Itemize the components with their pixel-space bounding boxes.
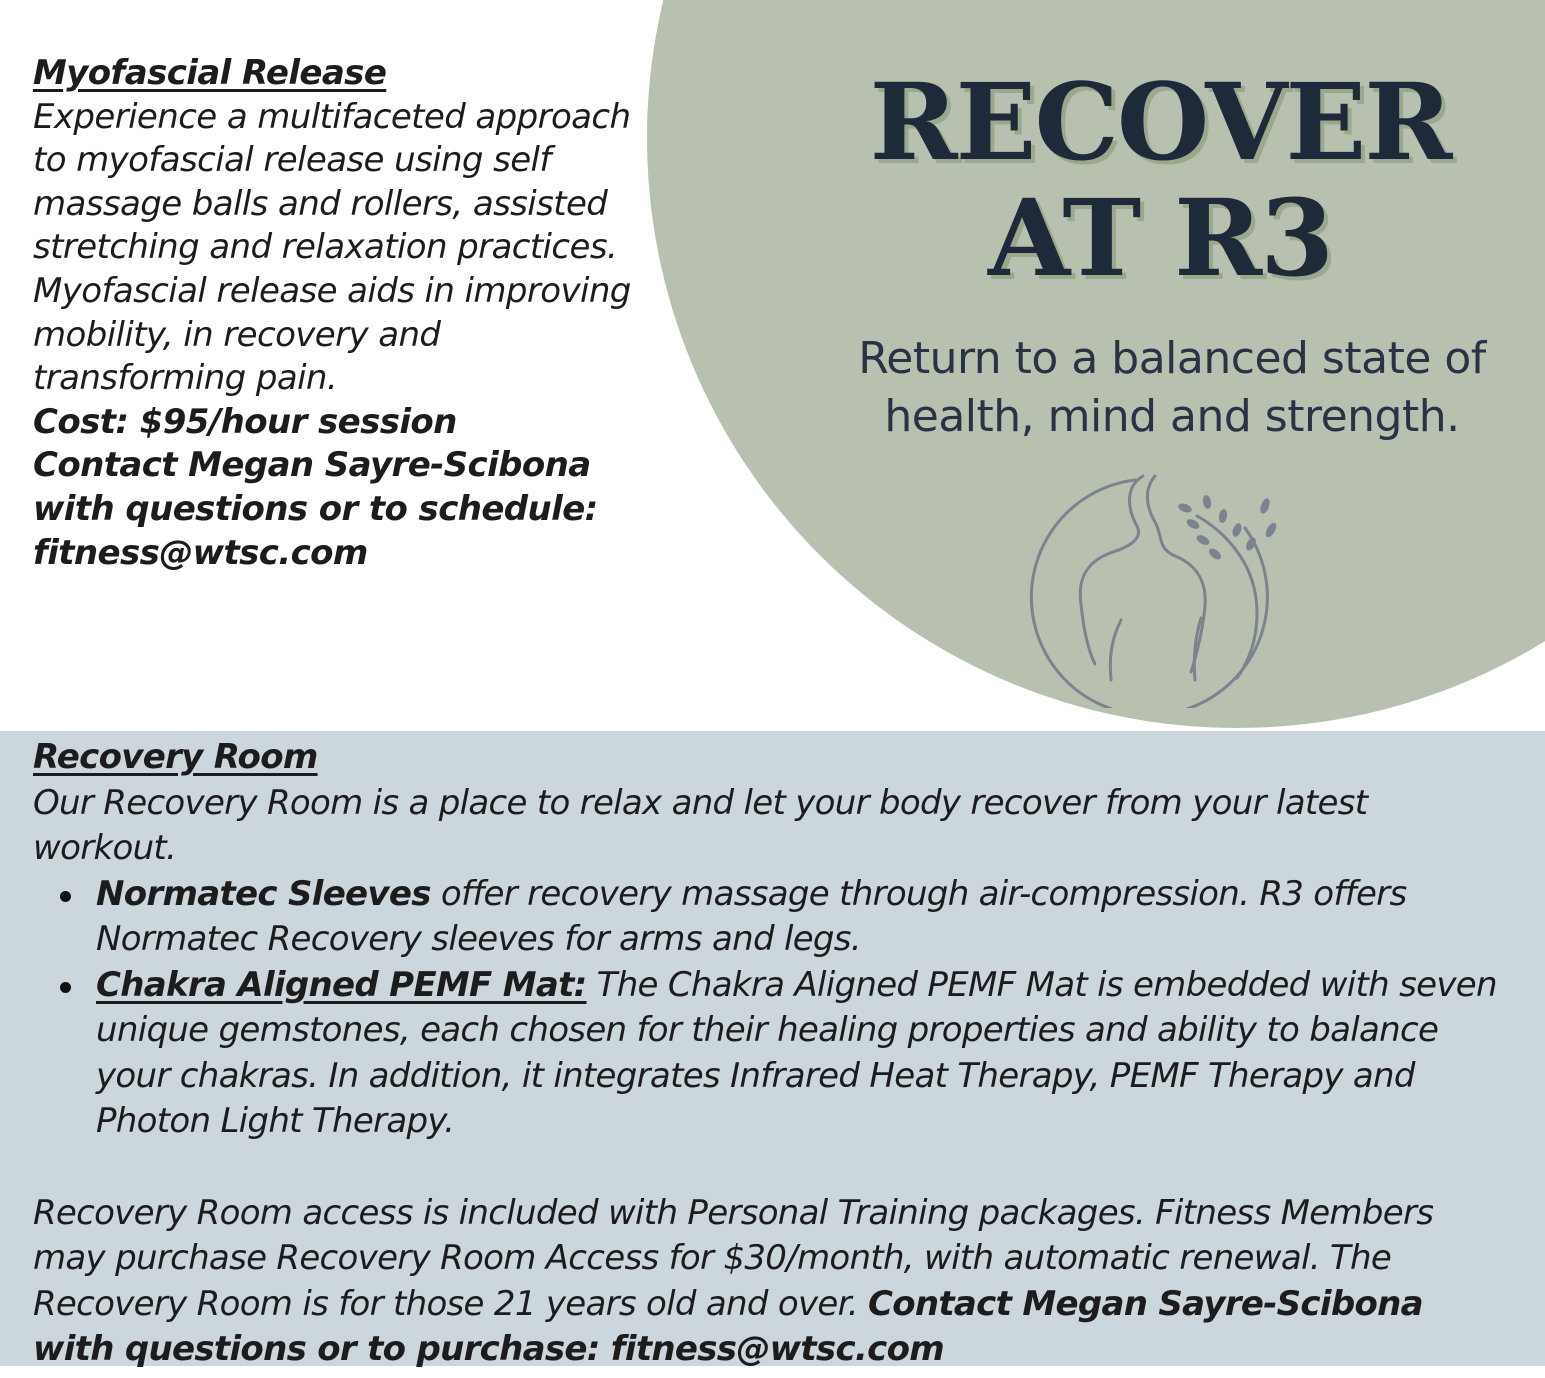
recovery-room-title: Recovery Room	[33, 737, 318, 777]
item-name: Normatec Sleeves	[96, 873, 431, 914]
recovery-room-intro: Our Recovery Room is a place to relax and let your body recover from your latest workout.	[33, 782, 1368, 868]
list-item	[96, 872, 1513, 963]
access-description: Recovery Room access is included with Personal Training packages. Fitness Members may purchase Recovery Room Access for $30/month, with automatic renewal. The Recovery Room is for those 21 years old and over.	[33, 1192, 1434, 1324]
recovery-contact: Contact Megan Sayre-Scibona with questions or to purchase: fitness@wtsc.com	[33, 1283, 1423, 1369]
item-name: Chakra Aligned PEMF Mat:	[96, 964, 587, 1005]
recovery-items-list	[33, 872, 1513, 1145]
myofascial-description: Experience a multifaceted approach to myofascial release using self massage balls and rollers, assisted stretching and relaxation practices. Myofascial release aids in improving mobility, in recovery and transforming pain.	[33, 96, 631, 399]
hero-title-line2: AT R3	[987, 175, 1333, 300]
myofascial-email: fitness@wtsc.com	[33, 532, 368, 573]
list-item	[96, 963, 1513, 1145]
recovery-access-text	[33, 1191, 1513, 1373]
myofascial-section	[33, 52, 643, 575]
recovery-room-panel	[0, 731, 1545, 1369]
item-text: The Chakra Aligned PEMF Mat is embedded with seven unique gemstones, each chosen for their healing properties and ability to balance your chakras. In addition, it integrates Infrared Heat Therapy, PEMF Therapy and Photon Light Therapy.	[96, 964, 1497, 1141]
myofascial-contact: Contact Megan Sayre-Scibona with questions or to schedule:	[33, 445, 598, 529]
hero-subtitle-line1: Return to a balanced state of	[858, 333, 1486, 384]
recovery-room-content	[33, 735, 1513, 1373]
myofascial-title: Myofascial Release	[33, 53, 387, 93]
hero-subtitle-line2: health, mind and strength.	[884, 391, 1460, 442]
hero-subtitle	[780, 330, 1545, 446]
hero-title	[780, 59, 1540, 300]
item-text: offer recovery massage through air-compression. R3 offers Normatec Recovery sleeves for arms and legs.	[96, 873, 1407, 959]
body-leaves-icon	[1025, 468, 1295, 708]
myofascial-cost: Cost: $95/hour session	[33, 401, 457, 442]
hero-title-line1: RECOVER	[869, 59, 1451, 184]
